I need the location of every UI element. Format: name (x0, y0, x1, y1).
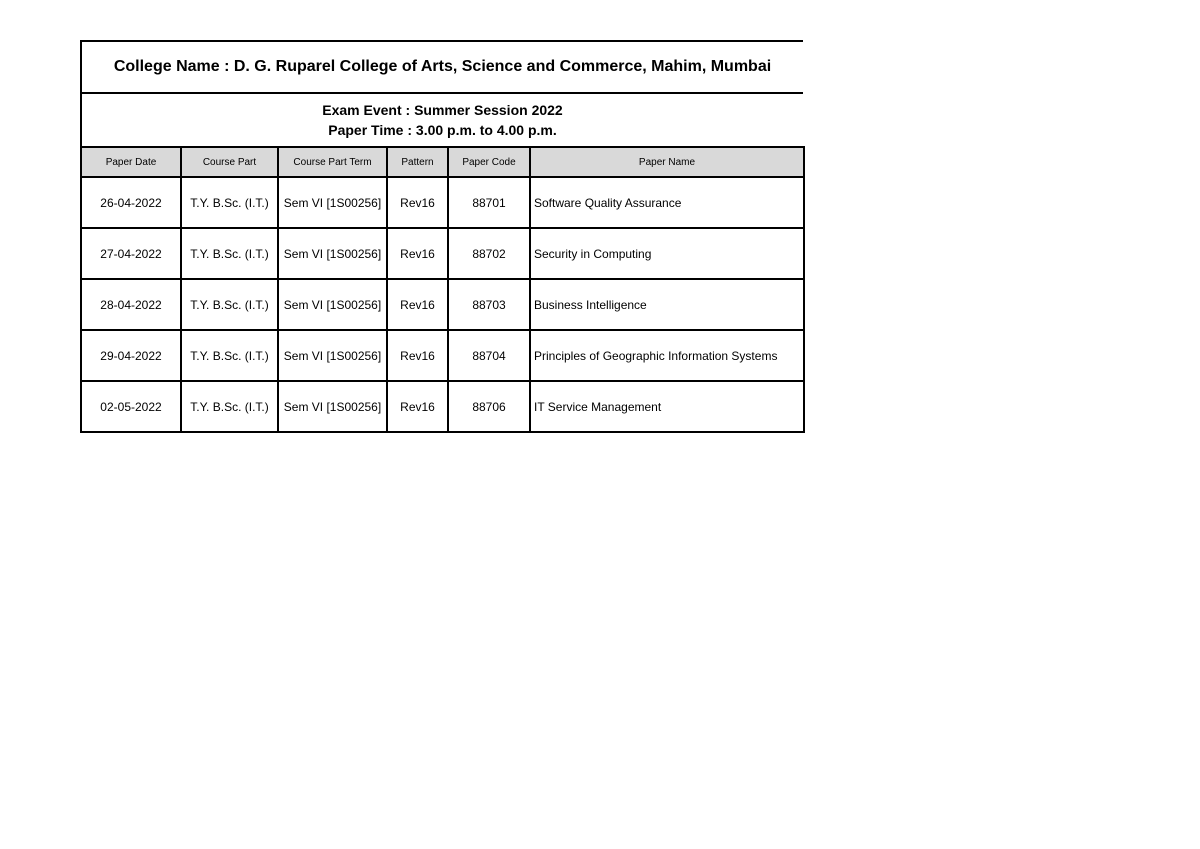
column-header: Paper Date (81, 147, 181, 177)
paper-date-cell: 27-04-2022 (81, 228, 181, 279)
exam-schedule-table (80, 146, 805, 433)
exam-event: Exam Event : Summer Session 2022 (322, 102, 563, 118)
college-name-box (80, 40, 803, 92)
course-part-term-cell: Sem VI [1S00256] (278, 279, 387, 330)
course-part-cell: T.Y. B.Sc. (I.T.) (181, 228, 278, 279)
pattern-cell: Rev16 (387, 381, 448, 432)
paper-code-cell: 88702 (448, 228, 530, 279)
table-row (81, 330, 804, 381)
exam-timetable-sheet (80, 40, 803, 433)
pattern-cell: Rev16 (387, 279, 448, 330)
paper-name-cell: IT Service Management (530, 381, 804, 432)
paper-name-cell: Principles of Geographic Information Systems (530, 330, 804, 381)
paper-name-cell: Security in Computing (530, 228, 804, 279)
column-header: Paper Name (530, 147, 804, 177)
column-header: Paper Code (448, 147, 530, 177)
course-part-cell: T.Y. B.Sc. (I.T.) (181, 279, 278, 330)
course-part-term-cell: Sem VI [1S00256] (278, 381, 387, 432)
table-row (81, 381, 804, 432)
column-header: Pattern (387, 147, 448, 177)
paper-code-cell: 88703 (448, 279, 530, 330)
course-part-term-cell: Sem VI [1S00256] (278, 177, 387, 228)
course-part-cell: T.Y. B.Sc. (I.T.) (181, 177, 278, 228)
paper-code-cell: 88706 (448, 381, 530, 432)
paper-name-cell: Business Intelligence (530, 279, 804, 330)
course-part-term-cell: Sem VI [1S00256] (278, 228, 387, 279)
table-row (81, 228, 804, 279)
table-row (81, 177, 804, 228)
college-name: College Name : D. G. Ruparel College of Arts, Science and Commerce, Mahim, Mumbai (113, 58, 772, 75)
paper-code-cell: 88701 (448, 177, 530, 228)
paper-name-cell: Software Quality Assurance (530, 177, 804, 228)
course-part-cell: T.Y. B.Sc. (I.T.) (181, 381, 278, 432)
paper-code-cell: 88704 (448, 330, 530, 381)
paper-time: Paper Time : 3.00 p.m. to 4.00 p.m. (328, 122, 557, 138)
pattern-cell: Rev16 (387, 177, 448, 228)
paper-date-cell: 28-04-2022 (81, 279, 181, 330)
paper-date-cell: 29-04-2022 (81, 330, 181, 381)
paper-date-cell: 02-05-2022 (81, 381, 181, 432)
table-row (81, 279, 804, 330)
course-part-cell: T.Y. B.Sc. (I.T.) (181, 330, 278, 381)
course-part-term-cell: Sem VI [1S00256] (278, 330, 387, 381)
column-header: Course Part Term (278, 147, 387, 177)
pattern-cell: Rev16 (387, 330, 448, 381)
table-header-row (81, 147, 804, 177)
exam-event-box (80, 92, 803, 146)
column-header: Course Part (181, 147, 278, 177)
pattern-cell: Rev16 (387, 228, 448, 279)
paper-date-cell: 26-04-2022 (81, 177, 181, 228)
